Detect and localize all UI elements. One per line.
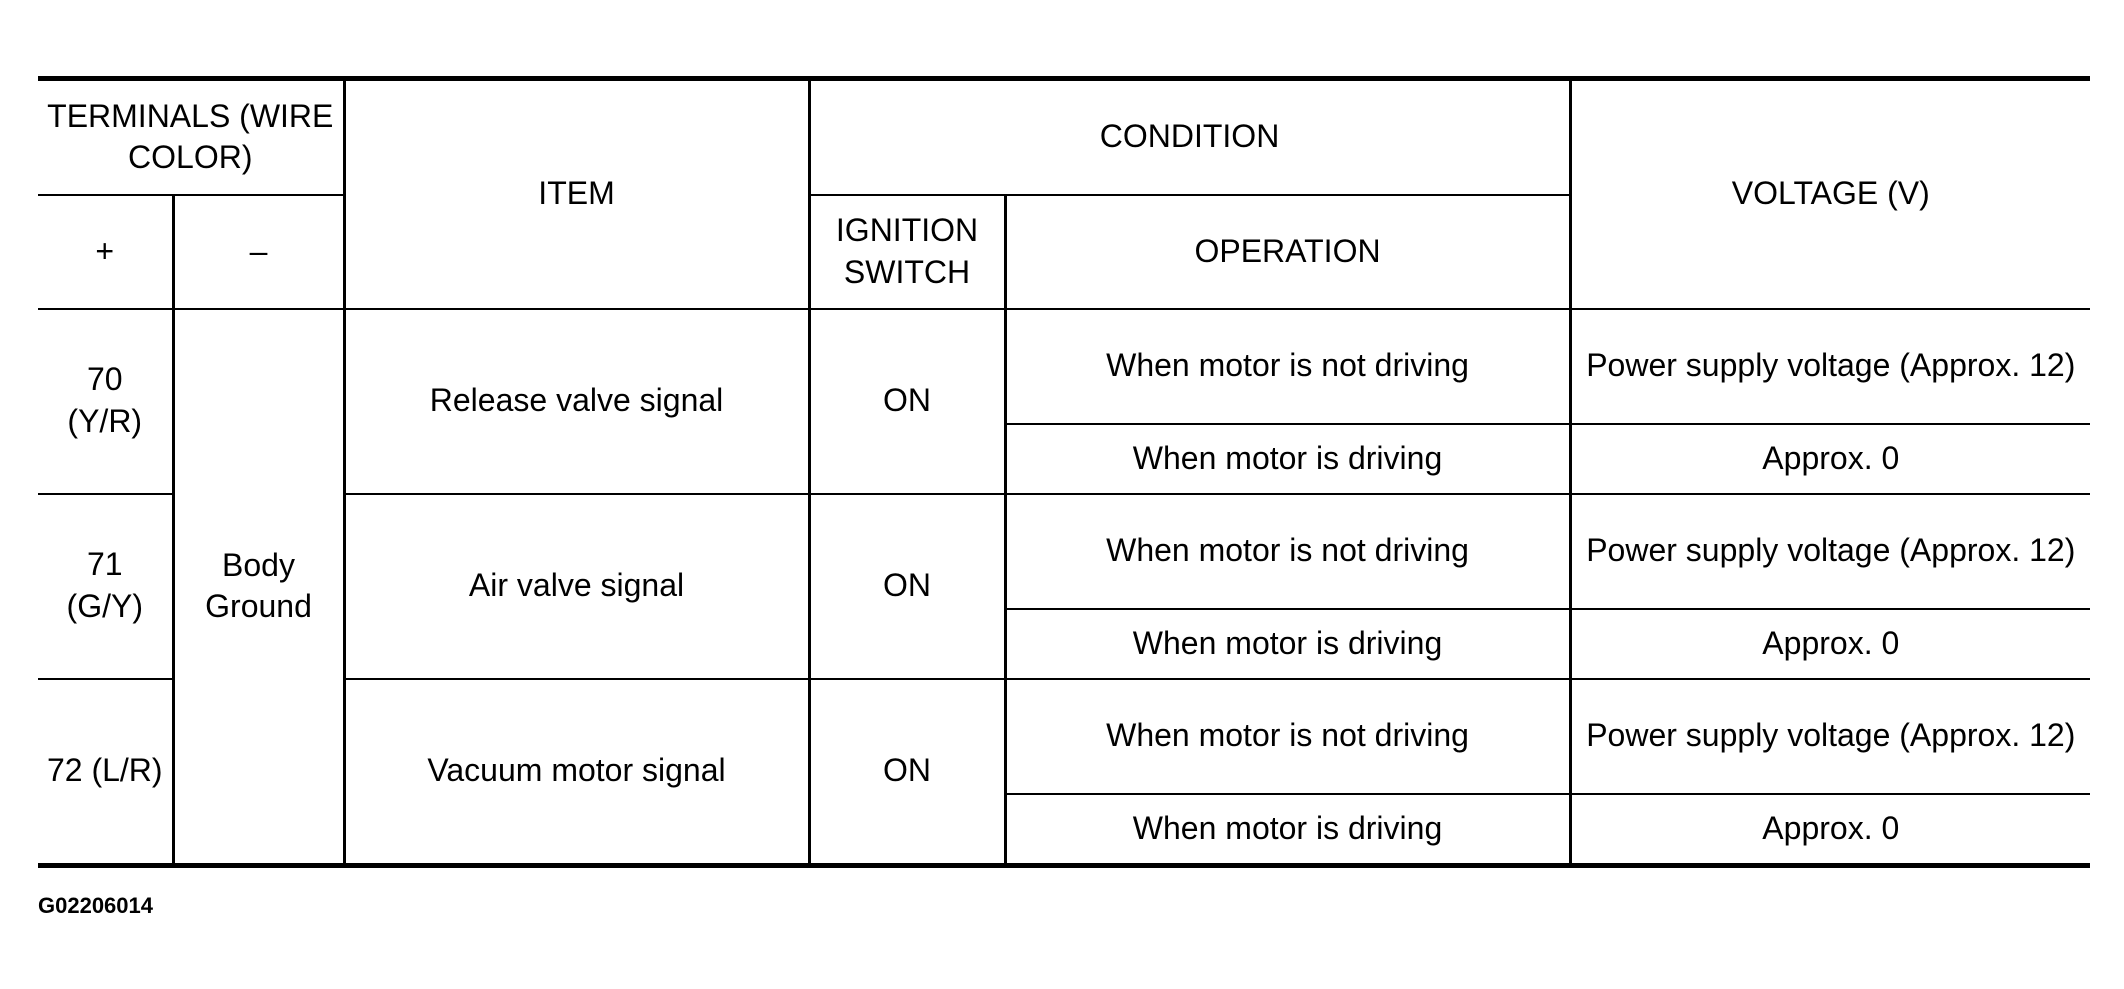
operation-cell: When motor is not driving	[1005, 679, 1570, 794]
table-row	[38, 309, 2090, 424]
header-ignition-switch: IGNITION SWITCH	[809, 195, 1005, 309]
figure-code: G02206014	[38, 893, 153, 918]
voltage-cell: Approx. 0	[1570, 424, 2090, 494]
header-operation: OPERATION	[1005, 195, 1570, 309]
header-item: ITEM	[344, 79, 809, 309]
terminal-voltage-table	[38, 76, 2090, 868]
voltage-cell: Power supply voltage (Approx. 12)	[1570, 494, 2090, 609]
ignition-cell: ON	[809, 494, 1005, 679]
operation-cell: When motor is driving	[1005, 609, 1570, 679]
voltage-cell: Power supply voltage (Approx. 12)	[1570, 679, 2090, 794]
voltage-cell: Approx. 0	[1570, 609, 2090, 679]
terminal-cell: 71 (G/Y)	[38, 494, 173, 679]
terminal-cell: 70 (Y/R)	[38, 309, 173, 494]
ignition-cell: ON	[809, 309, 1005, 494]
voltage-cell: Power supply voltage (Approx. 12)	[1570, 309, 2090, 424]
item-cell: Vacuum motor signal	[344, 679, 809, 866]
header-condition: CONDITION	[809, 79, 1570, 195]
terminal-cell: 72 (L/R)	[38, 679, 173, 866]
table-row	[38, 679, 2090, 794]
operation-cell: When motor is not driving	[1005, 309, 1570, 424]
ground-cell: Body Ground	[173, 309, 344, 866]
header-terminals: TERMINALS (WIRE COLOR)	[38, 79, 344, 195]
operation-cell: When motor is driving	[1005, 424, 1570, 494]
item-cell: Air valve signal	[344, 494, 809, 679]
table-row	[38, 494, 2090, 609]
header-voltage: VOLTAGE (V)	[1570, 79, 2090, 309]
header-minus: –	[173, 195, 344, 309]
operation-cell: When motor is not driving	[1005, 494, 1570, 609]
ignition-cell: ON	[809, 679, 1005, 866]
item-cell: Release valve signal	[344, 309, 809, 494]
header-plus: +	[38, 195, 173, 309]
operation-cell: When motor is driving	[1005, 794, 1570, 866]
voltage-cell: Approx. 0	[1570, 794, 2090, 866]
